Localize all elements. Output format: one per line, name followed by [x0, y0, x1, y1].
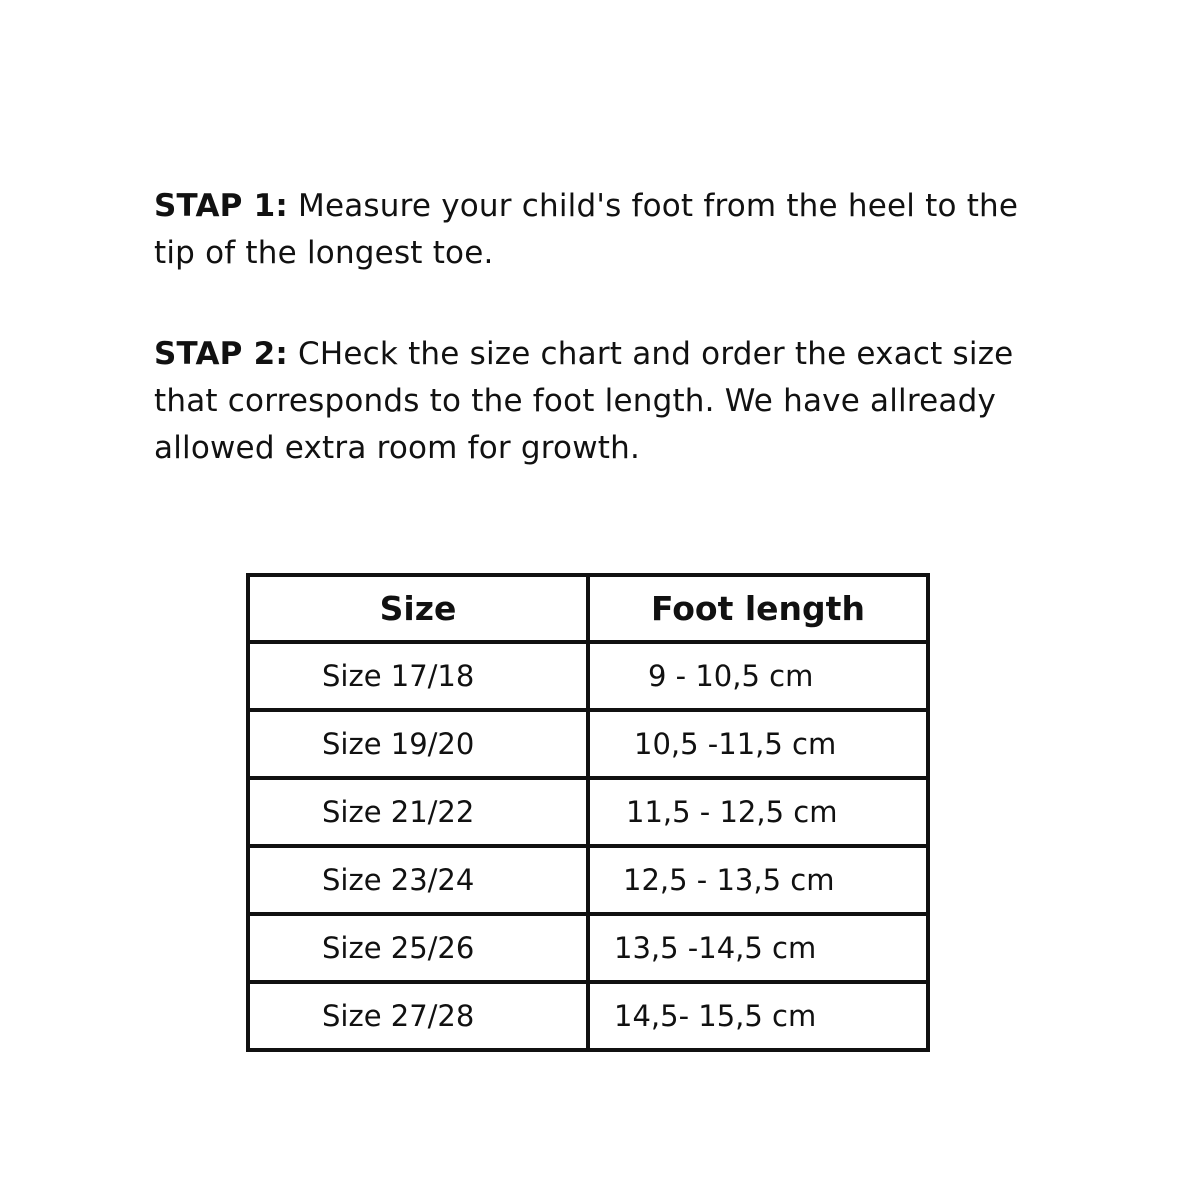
table-row: [248, 778, 928, 846]
step-2-label: STAP 2:: [154, 336, 288, 372]
foot-length-cell: 12,5 - 13,5 cm: [588, 846, 928, 914]
step-1-label: STAP 1:: [154, 188, 288, 224]
size-cell: Size 21/22: [248, 778, 588, 846]
table-row: [248, 642, 928, 710]
step-2-instruction: [154, 331, 1054, 472]
table-row: [248, 982, 928, 1050]
size-cell: Size 23/24: [248, 846, 588, 914]
foot-length-cell: 14,5- 15,5 cm: [588, 982, 928, 1050]
foot-length-column-header: Foot length: [588, 575, 928, 642]
foot-length-cell: 11,5 - 12,5 cm: [588, 778, 928, 846]
size-chart-table: [246, 573, 930, 1052]
size-cell: Size 25/26: [248, 914, 588, 982]
step-1-text: Measure your child's foot from the heel to the tip of the longest toe.: [154, 188, 1019, 271]
size-cell: Size 17/18: [248, 642, 588, 710]
table-row: [248, 710, 928, 778]
table-header-row: [248, 575, 928, 642]
table-row: [248, 914, 928, 982]
foot-length-cell: 10,5 -11,5 cm: [588, 710, 928, 778]
step-2-text: CHeck the size chart and order the exact size that corresponds to the foot length. We have allready allowed extra room for growth.: [154, 336, 1014, 466]
step-1-instruction: [154, 183, 1054, 277]
size-cell: Size 19/20: [248, 710, 588, 778]
table-row: [248, 846, 928, 914]
foot-length-cell: 13,5 -14,5 cm: [588, 914, 928, 982]
foot-length-cell: 9 - 10,5 cm: [588, 642, 928, 710]
size-column-header: Size: [248, 575, 588, 642]
size-cell: Size 27/28: [248, 982, 588, 1050]
